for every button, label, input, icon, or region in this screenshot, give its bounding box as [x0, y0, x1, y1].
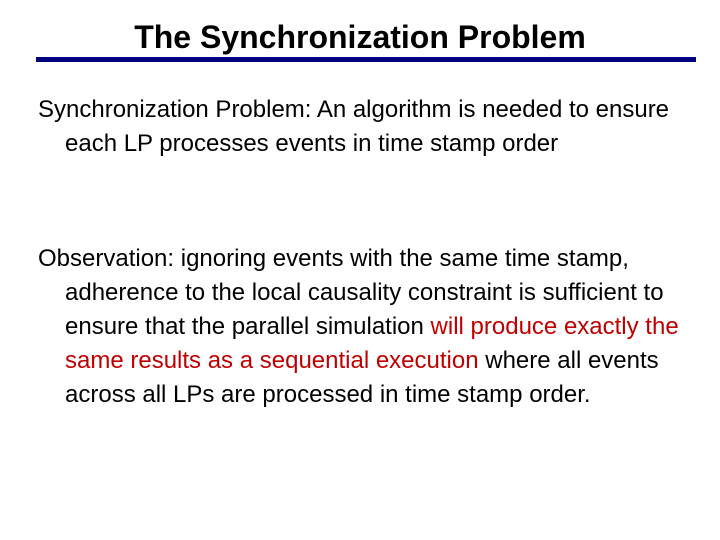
paragraph-observation [38, 242, 715, 412]
observation-emphasis-text: will produce exactly the same results as a sequential execution [65, 313, 679, 374]
slide-title: The Synchronization Problem [134, 19, 586, 55]
title-underline [36, 57, 696, 62]
observation-lead-text: Observation: ignoring events with the same time stamp, adherence to the local causality constraint is sufficient to ensure that the parallel simulation [38, 245, 664, 340]
paragraph-synchronization-problem: Synchronization Problem: An algorithm is needed to ensure each LP processes events in time stamp order [38, 96, 670, 157]
observation-tail-text: where all events across all LPs are processed in time stamp order. [65, 347, 659, 408]
